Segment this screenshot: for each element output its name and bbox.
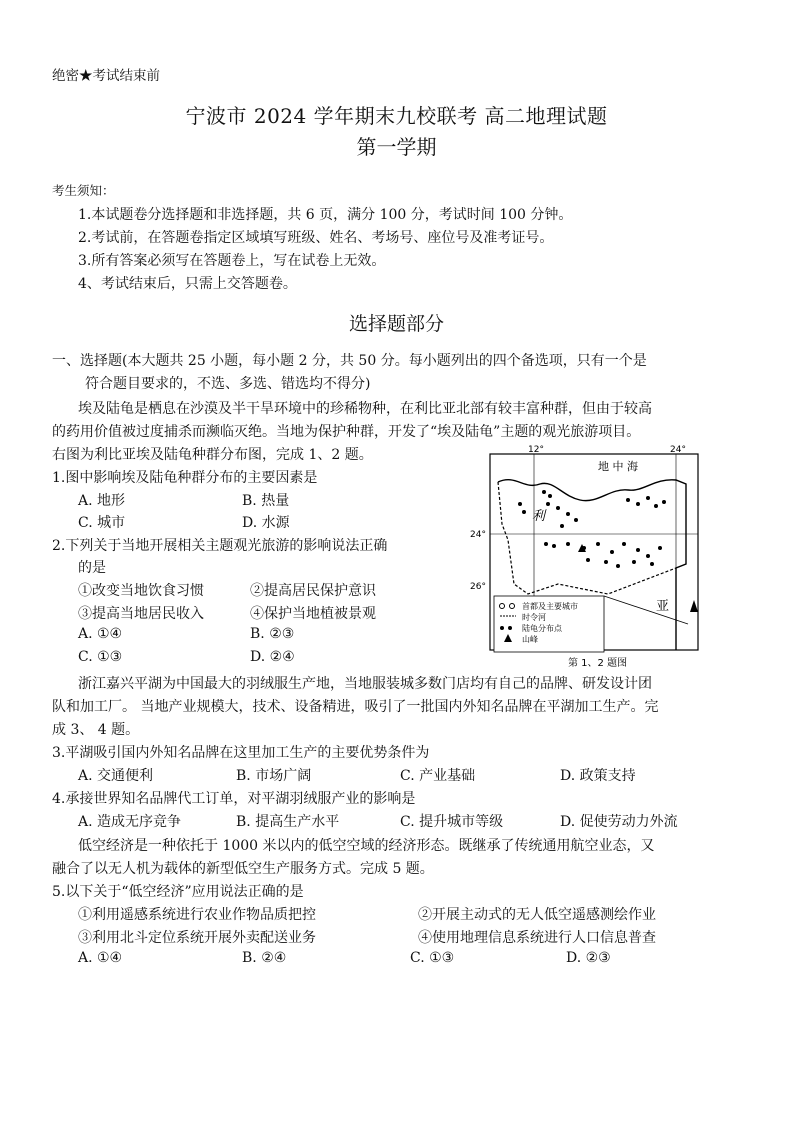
- notice-item: 4、考试结束后，只需上交答题卷。: [78, 276, 297, 292]
- question-4-stem: 4.承接世界知名品牌代工订单，对平湖羽绒服产业的影响是: [52, 791, 416, 807]
- q5-option-d[interactable]: D. ②③: [566, 950, 611, 966]
- part-intro: 符合题目要求的，不选、多选、错选均不得分): [85, 376, 371, 392]
- legend-river: 时令河: [522, 613, 546, 622]
- q2-option-b[interactable]: B. ②③: [250, 626, 295, 642]
- q3-option-b[interactable]: B. 市场广阔: [236, 768, 312, 784]
- legend-peak: 山峰: [522, 635, 538, 644]
- q1-option-a[interactable]: A. 地形: [78, 493, 126, 509]
- passage-line: 融合了以无人机为载体的新型低空生产服务方式。完成 5 题。: [52, 861, 434, 877]
- passage-line: 低空经济是一种依托于 1000 米以内的低空空域的经济形态。既继承了传统通用航空业态，又: [78, 838, 655, 854]
- q1-option-c[interactable]: C. 城市: [78, 515, 126, 531]
- q2-statement-4: ④保护当地植被景观: [250, 606, 376, 622]
- legend-capital: 首都及主要城市: [522, 602, 578, 611]
- map-country-left: 利: [532, 509, 546, 524]
- q5-option-a[interactable]: A. ①④: [78, 950, 123, 966]
- question-2-stem: 2.下列关于当地开展相关主题观光旅游的影响说法正确: [52, 538, 388, 554]
- notice-item: 1.本试题卷分选择题和非选择题，共 6 页，满分 100 分，考试时间 100 分钟。: [78, 207, 573, 223]
- q5-option-b[interactable]: B. ②④: [242, 950, 287, 966]
- passage-line: 成 3、 4 题。: [52, 722, 140, 738]
- q4-option-d[interactable]: D. 促使劳动力外流: [560, 814, 678, 830]
- q4-option-b[interactable]: B. 提高生产水平: [236, 814, 340, 830]
- map-sea-label: 地 中 海: [598, 460, 638, 473]
- q2-statement-1: ①改变当地饮食习惯: [78, 583, 204, 599]
- q5-statement-1: ①利用遥感系统进行农业作物品质把控: [78, 907, 316, 923]
- q1-option-d[interactable]: D. 水源: [242, 515, 290, 531]
- q5-statement-3: ③利用北斗定位系统开展外卖配送业务: [78, 930, 316, 946]
- q3-option-a[interactable]: A. 交通便利: [78, 768, 154, 784]
- q1-option-b[interactable]: B. 热量: [242, 493, 290, 509]
- q5-option-c[interactable]: C. ①③: [410, 950, 455, 966]
- question-3-stem: 3.平湖吸引国内外知名品牌在这里加工生产的主要优势条件为: [52, 745, 430, 761]
- q2-option-c[interactable]: C. ①③: [78, 649, 123, 665]
- map-country-right: 亚: [656, 599, 670, 614]
- passage-line: 右图为利比亚埃及陆龟种群分布图，完成 1、2 题。: [52, 447, 373, 463]
- q2-option-a[interactable]: A. ①④: [78, 626, 123, 642]
- passage-line: 埃及陆龟是栖息在沙漠及半干旱环境中的珍稀物种，在利比亚北部有较丰富种群，但由于较高: [78, 401, 652, 417]
- map-lat-top: 24°: [470, 530, 486, 540]
- exam-subtitle: 第一学期: [356, 135, 437, 159]
- q5-statement-4: ④使用地理信息系统进行人口信息普查: [418, 930, 656, 946]
- part-intro: 一、选择题(本大题共 25 小题，每小题 2 分，共 50 分。每小题列出的四个备选项，只有一个是: [52, 353, 647, 369]
- passage-line: 的药用价值被过度捕杀而濒临灭绝。当地为保护种群，开发了“埃及陆龟”主题的观光旅游项目。: [52, 424, 641, 440]
- map-caption: 第 1、2 题图: [568, 658, 628, 669]
- passage-line: 浙江嘉兴平湖为中国最大的羽绒服生产地，当地服装城多数门店均有自己的品牌、研发设计团: [78, 676, 652, 692]
- q2-option-d[interactable]: D. ②④: [250, 649, 295, 665]
- q5-statement-2: ②开展主动式的无人低空遥感测绘作业: [418, 907, 656, 923]
- q4-option-a[interactable]: A. 造成无序竞争: [78, 814, 182, 830]
- q4-option-c[interactable]: C. 提升城市等级: [400, 814, 504, 830]
- question-5-stem: 5.以下关于“低空经济”应用说法正确的是: [52, 884, 304, 900]
- q2-statement-3: ③提高当地居民收入: [78, 606, 204, 622]
- notice-heading: 考生须知：: [52, 183, 115, 198]
- q3-option-d[interactable]: D. 政策支持: [560, 768, 636, 784]
- legend-tortoise: 陆龟分布点: [522, 624, 562, 633]
- confidential-label: 绝密★考试结束前: [52, 68, 160, 84]
- section-title: 选择题部分: [348, 313, 444, 335]
- libya-tortoise-map: [470, 444, 700, 672]
- question-2-stem-cont: 的是: [78, 560, 106, 576]
- passage-line: 队和加工厂。 当地产业规模大，技术、设备精进，吸引了一批国内外知名品牌在平湖加工生产。完: [52, 699, 659, 715]
- map-lon-right: 24°: [670, 445, 686, 455]
- map-lon-left: 12°: [528, 445, 544, 455]
- notice-item: 2.考试前，在答题卷指定区域填写班级、姓名、考场号、座位号及准考证号。: [78, 230, 554, 246]
- q3-option-c[interactable]: C. 产业基础: [400, 768, 476, 784]
- question-1-stem: 1.图中影响埃及陆龟种群分布的主要因素是: [52, 470, 318, 486]
- exam-title: 宁波市 2024 学年期末九校联考 高二地理试题: [185, 104, 608, 128]
- q2-statement-2: ②提高居民保护意识: [250, 583, 376, 599]
- notice-item: 3.所有答案必须写在答题卷上，写在试卷上无效。: [78, 253, 386, 269]
- map-lat-bottom: 26°: [470, 582, 486, 592]
